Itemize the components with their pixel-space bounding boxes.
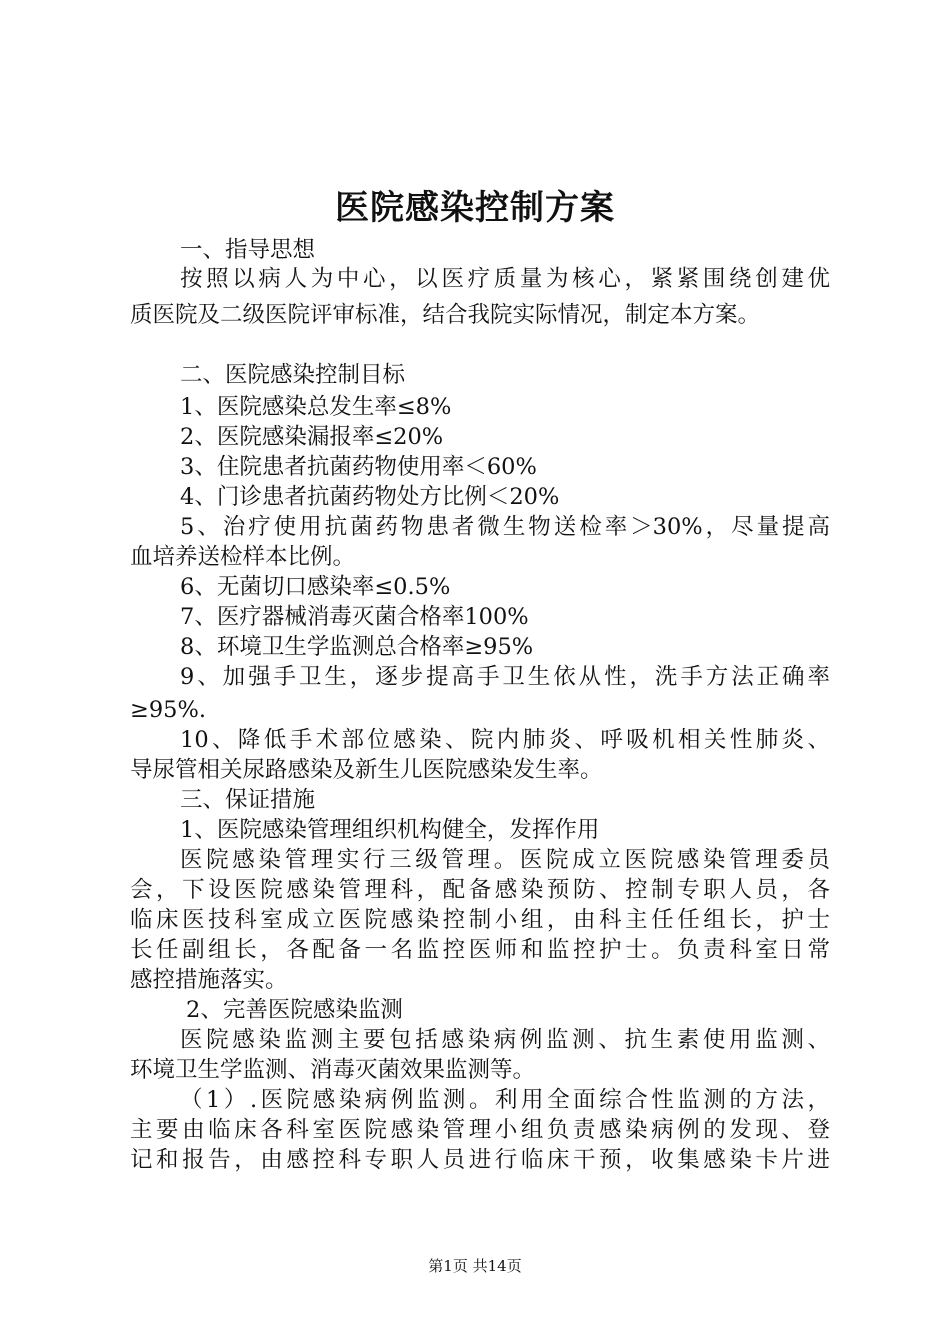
list-item: 5、治疗使用抗菌药物患者微生物送检率＞30%，尽量提高: [180, 514, 830, 540]
paragraph-line: 环境卫生学监测、消毒灭菌效果监测等。: [130, 1057, 536, 1083]
heading-safeguard-measures: 三、保证措施: [180, 787, 316, 813]
paragraph-line: 长任副组长，各配备一名监控医师和监控护士。负责科室日常: [130, 937, 830, 963]
heading-guiding-ideology: 一、指导思想: [180, 237, 316, 263]
list-item-continuation: 血培养送检样本比例。: [130, 544, 356, 570]
paragraph-line: 感控措施落实。: [130, 967, 288, 993]
paragraph-line: 医院感染监测主要包括感染病例监测、抗生素使用监测、: [180, 1027, 830, 1053]
subheading: 1、医院感染管理组织机构健全，发挥作用: [180, 817, 600, 843]
list-item: 9、加强手卫生，逐步提高手卫生依从性，洗手方法正确率: [180, 664, 830, 690]
paragraph-line: 按照以病人为中心，以医疗质量为核心，紧紧围绕创建优: [180, 266, 830, 292]
list-item: 7、医疗器械消毒灭菌合格率100%: [180, 604, 529, 630]
list-item: 6、无菌切口感染率≤0.5%: [180, 574, 451, 600]
list-item: 8、环境卫生学监测总合格率≥95%: [180, 634, 534, 660]
paragraph-line: （1）.医院感染病例监测。利用全面综合性监测的方法，: [180, 1087, 830, 1113]
subheading: 2、完善医院感染监测: [186, 997, 403, 1023]
list-item-continuation: ≥95%.: [130, 697, 207, 723]
list-item: 1、医院感染总发生率≤8%: [180, 394, 452, 420]
paragraph-line: 医院感染管理实行三级管理。医院成立医院感染管理委员: [180, 847, 830, 873]
paragraph-line: 会，下设医院感染管理科，配备感染预防、控制专职人员，各: [130, 877, 830, 903]
paragraph-line: 记和报告，由感控科专职人员进行临床干预，收集感染卡片进: [130, 1147, 830, 1173]
document-title: 医院感染控制方案: [335, 188, 615, 228]
list-item: 3、住院患者抗菌药物使用率＜60%: [180, 454, 537, 480]
paragraph-line: 主要由临床各科室医院感染管理小组负责感染病例的发现、登: [130, 1117, 830, 1143]
paragraph-line: 质医院及二级医院评审标准，结合我院实际情况，制定本方案。: [130, 302, 761, 328]
list-item: 10、降低手术部位感染、院内肺炎、呼吸机相关性肺炎、: [180, 727, 830, 753]
list-item: 2、医院感染漏报率≤20%: [180, 424, 444, 450]
list-item-continuation: 导尿管相关尿路感染及新生儿医院感染发生率。: [130, 757, 603, 783]
heading-control-targets: 二、医院感染控制目标: [180, 362, 406, 388]
page-footer: 第1页 共14页: [428, 1257, 522, 1275]
list-item: 4、门诊患者抗菌药物处方比例＜20%: [180, 484, 560, 510]
paragraph-line: 临床医技科室成立医院感染控制小组，由科主任任组长，护士: [130, 907, 830, 933]
